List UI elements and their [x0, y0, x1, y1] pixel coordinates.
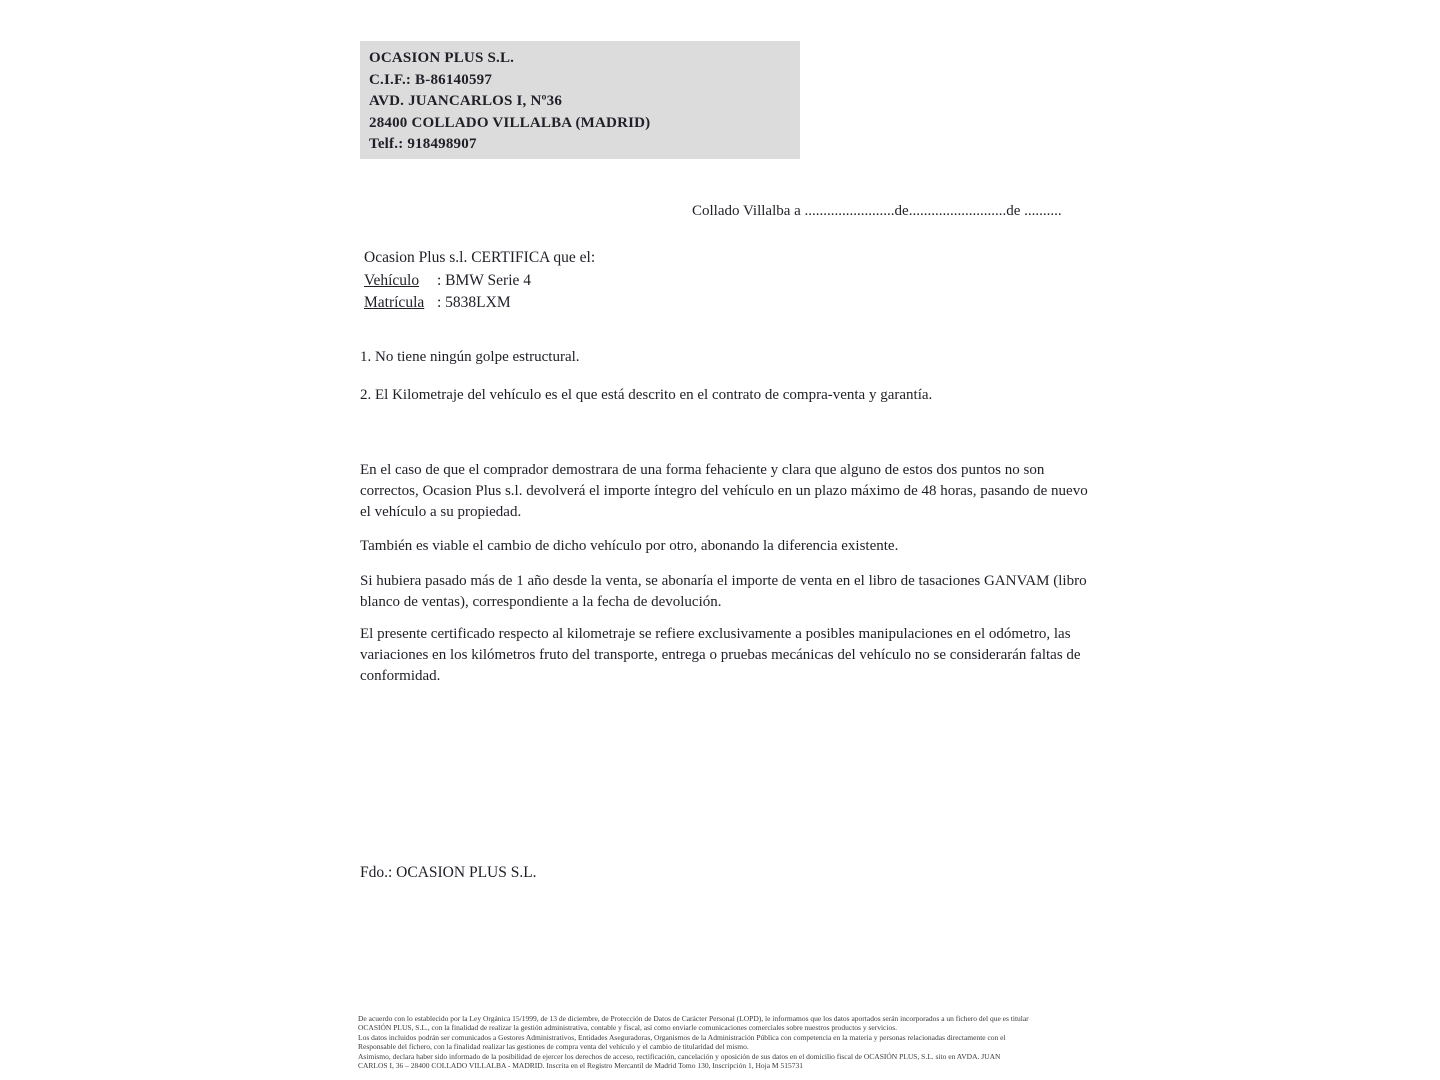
legal-line-3: Los datos incluidos podrán ser comunicados a Gestores Administrativos, Entidades Aseguradoras, Organismos de la Administración Pública con competencia en la materia y personas relacionadas directamente con el: [358, 1032, 1006, 1042]
plate-label: Matrícula: [364, 294, 425, 311]
legal-line-2: OCASIÓN PLUS, S.L., con la finalidad de realizar la gestión administrativa, contable y fiscal, así como enviarle comunicaciones comerciales sobre nuestros productos y servicios.: [358, 1023, 898, 1033]
vehicle-label: Vehículo: [364, 271, 420, 289]
certify-intro: Ocasion Plus s.l. CERTIFICA que el:: [364, 249, 596, 266]
legal-line-6: CARLOS I, 36 – 28400 COLLADO VILLALBA - MADRID. Inscrita en el Registro Mercantil de Madrid Tomo 130, Inscripción 1, Hoja M 515731: [358, 1061, 803, 1071]
date-line: Collado Villalba a ........................de..........................de ..........: [692, 203, 1062, 219]
certificate-point-1: 1. No tiene ningún golpe estructural.: [360, 349, 580, 365]
legal-line-4: Responsable del fichero, con la finalidad realizar las gestiones de compra venta del vehículo y el cambio de titularidad del mismo.: [358, 1042, 749, 1052]
paragraph-ganvam-valuation: Si hubiera pasado más de 1 año desde la venta, se abonaría el importe de venta en el libro de tasaciones GANVAM (libro blanco de ventas), correspondiente a la fecha de devolución.: [360, 573, 1087, 610]
legal-line-1: De acuerdo con lo establecido por la Ley Orgánica 15/1999, de 13 de diciembre, de Protección de Datos de Carácter Personal (LOPD), le informamos que los datos aportados serán incorporados a un fichero del que es titular: [358, 1014, 1029, 1023]
signature-line: Fdo.: OCASION PLUS S.L.: [360, 864, 537, 881]
company-phone: Telf.: 918498907: [369, 136, 477, 152]
legal-line-5: Asimismo, declara haber sido informado de la posibilidad de ejercer los derechos de acceso, rectificación, cancelación y oposición de sus datos en el domicilio fiscal de OCASIÓN PLUS, S.L. sito en AVDA. JUAN: [358, 1051, 1001, 1061]
company-header-block: [360, 41, 800, 159]
vehicle-value: : BMW Serie 4: [437, 271, 531, 289]
paragraph-exchange-option: También es viable el cambio de dicho vehículo por otro, abonando la diferencia existente.: [360, 538, 899, 554]
legal-footer: [358, 1014, 1098, 1070]
plate-value: : 5838LXM: [437, 294, 511, 311]
company-cif: C.I.F.: B-86140597: [369, 71, 493, 88]
plate-row: [364, 292, 595, 315]
company-name: OCASION PLUS S.L.: [369, 50, 515, 66]
certificate-point-2: 2. El Kilometraje del vehículo es el que está descrito en el contrato de compra-venta y garantía.: [360, 387, 933, 403]
paragraph-refund-terms: En el caso de que el comprador demostrara de una forma fehaciente y clara que alguno de estos dos puntos no son correctos, Ocasion Plus s.l. devolverá el importe íntegro del vehículo en un plazo máximo de 48 horas, pasando de nuevo el vehículo a su propiedad.: [360, 462, 1088, 520]
company-city: 28400 COLLADO VILLALBA (MADRID): [369, 114, 651, 131]
certification-block: [364, 247, 595, 315]
company-address: AVD. JUANCARLOS I, Nº36: [369, 93, 563, 109]
paragraph-odometer-disclaimer: El presente certificado respecto al kilometraje se refiere exclusivamente a posibles manipulaciones en el odómetro, las variaciones en los kilómetros fruto del transporte, entrega o pruebas mecánicas del vehículo no se considerarán faltas de conformidad.: [360, 626, 1081, 684]
vehicle-row: [364, 270, 595, 293]
